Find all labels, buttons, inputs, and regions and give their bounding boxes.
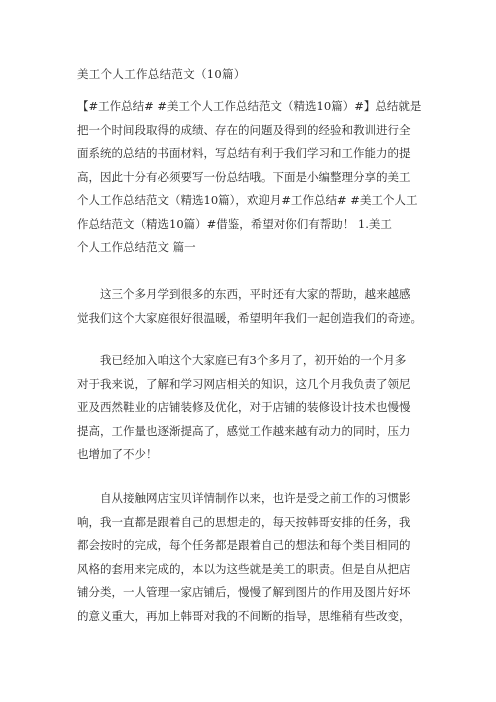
text-line: 面系统的总结的书面材料，写总结有利于我们学习和工作能力的提: [77, 146, 411, 160]
body-paragraph-2: [77, 349, 437, 467]
text-line: 【#工作总结# #美工个人工作总结范文（精选10篇）#】总结就是: [77, 99, 422, 113]
text-line: 风格的套用来完成的，本以为这些就是美工的职责。但是自从把店: [77, 561, 411, 576]
body-paragraph-3: [77, 487, 437, 628]
text-line: 对于我来说，了解和学习网店相关的知识，这几个月我负责了领尼: [77, 376, 411, 391]
text-line: 这三个多月学到很多的东西，平时还有大家的帮助，越来越感: [100, 287, 411, 301]
text-line: 都会按时的完成，每个任务都是跟着自己的想法和每个类目相同的: [77, 538, 411, 552]
text-line: 提高，工作量也逐渐提高了，感觉工作越来越有动力的同时，压力: [77, 423, 411, 438]
text-line: 个人工作总结范文（精选10篇），欢迎月#工作总结# #美工个人工: [77, 193, 418, 207]
text-line: 也增加了不少！: [77, 447, 158, 461]
body-paragraph-1: [77, 283, 437, 330]
text-line: 作总结范文（精选10篇）#借鉴，希望对你们有帮助！ 1.美工: [77, 216, 392, 231]
text-line: 响，我一直都是跟着自己的思想走的，每天按韩哥安排的任务，我: [77, 514, 411, 529]
text-line: 高，因此十分有必须要写一份总结哦。下面是小编整理分享的美工: [77, 169, 411, 184]
text-line: 铺分类，一人管理一家店铺后，慢慢了解到图片的作用及图片好坏: [77, 585, 411, 599]
document-title: 美工个人工作总结范文（10篇）: [77, 67, 246, 81]
intro-paragraph: [77, 95, 437, 260]
text-line: 我已经加入咱这个大家庭已有3个多月了，初开始的一个月多: [100, 353, 407, 367]
text-line: 的意义重大，再加上韩哥对我的不间断的指导，思维稍有些改变，: [77, 608, 411, 623]
text-line: 亚及西然鞋业的店铺装修及优化，对于店铺的装修设计技术也慢慢: [77, 400, 411, 414]
text-line: 自从接触网店宝贝详情制作以来，也许是受之前工作的习惯影: [100, 491, 411, 505]
text-line: 觉我们这个大家庭很好很温暖，希望明年我们一起创造我们的奇迹。: [77, 310, 422, 325]
text-line: 把一个时间段取得的成绩、存在的问题及得到的经验和教训进行全: [77, 122, 411, 137]
text-line: 个人工作总结范文 篇一: [77, 240, 196, 254]
